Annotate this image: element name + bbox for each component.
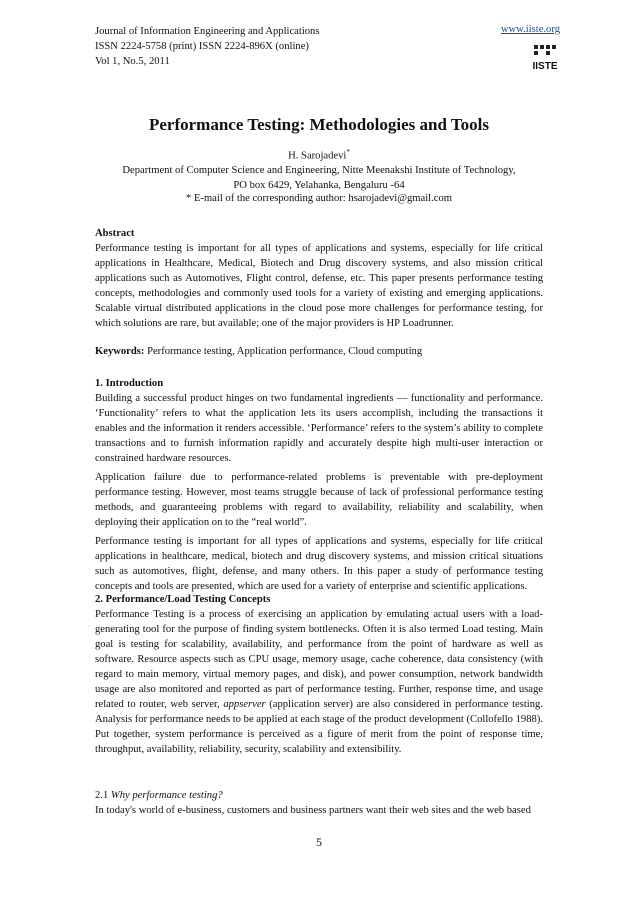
abstract-heading: Abstract — [95, 228, 135, 239]
section1-paragraph-1: Building a successful product hinges on two fundamental ingredients — functionality and performance. ‘Functionality’ refers to what the application lets its users accomplish, including the transactions it enables and the information it renders accessible. ‘Performance’ refers to the system’s ability to complete transactions and to furnish information rapidly and accurately despite high multi-user interaction or constrained hardware resources. — [95, 393, 543, 464]
corresponding-email: * E-mail of the corresponding author: hsarojadevi@gmail.com — [186, 193, 452, 204]
journal-name: Journal of Information Engineering and Applications — [95, 26, 320, 37]
section1-paragraph-2: Application failure due to performance-related problems is preventable with pre-deployment performance testing. However, most teams struggle because of lack of professional performance testing methods, and guaranteeing problems with regard to availability, reliability and scalability, when deploying their application on to the “real world”. — [95, 472, 543, 528]
section2-heading: 2. Performance/Load Testing Concepts — [95, 594, 271, 605]
section1-paragraph-3: Performance testing is important for all types of applications and systems, especially for life critical applications in healthcare, medical, biotech and drug discovery systems, and mission critical situations such as automotives, flight, defense, and many others. In this paper a study of performance testing concepts and tools are presented, which are used for a variety of enterprise and scientific applications. — [95, 536, 543, 592]
keywords-text: Performance testing, Application performance, Cloud computing — [144, 346, 423, 357]
section-introduction — [95, 376, 543, 594]
keywords-label: Keywords: — [95, 346, 145, 357]
section2-emphasis: appserver — [223, 699, 266, 710]
section-why-performance — [95, 788, 543, 818]
page-number: 5 — [316, 835, 322, 849]
affiliation-line-2: PO box 6429, Yelahanka, Bengaluru -64 — [233, 180, 405, 191]
author-line — [0, 148, 638, 162]
section-load-testing — [95, 592, 543, 757]
journal-volume: Vol 1, No.5, 2011 — [95, 56, 170, 67]
journal-url-link[interactable]: www.iiste.org — [500, 24, 560, 35]
section21-paragraph-1: In today's world of e-business, customers and business partners want their web sites and the web based — [95, 805, 531, 816]
iiste-logo — [532, 42, 558, 72]
author-mark: * — [346, 148, 350, 156]
section2-paragraph-1 — [95, 607, 543, 757]
journal-header — [95, 24, 319, 69]
author-name: H. Sarojadevi — [288, 150, 347, 162]
section1-heading: 1. Introduction — [95, 378, 164, 389]
section21-number: 2.1 — [95, 790, 111, 801]
logo-text: IISTE — [532, 61, 558, 72]
paper-title: Performance Testing: Methodologies and Tools — [148, 115, 489, 134]
affiliation — [0, 163, 638, 193]
journal-issn: ISSN 2224-5758 (print) ISSN 2224-896X (online) — [95, 41, 309, 52]
abstract-text: Performance testing is important for all types of applications and systems, especially for life critical applications in Healthcare, Medical, Biotech and Drug discovery systems, and also mission critical applications such as Automotives, Flight control, defense, etc. This paper presents performance testing concepts, methodologies and commonly used tools for a variety of existing and emerging applications. Scalable virtual distributed applications in the cloud pose more challenges for performance testing, for which solutions are rare, but available; one of the major providers is HP Loadrunner. — [95, 243, 543, 329]
affiliation-line-1: Department of Computer Science and Engineering, Nitte Meenakshi Institute of Technology, — [122, 165, 516, 176]
section2-text-b: (application server) are also considered in performance testing. Analysis for performance needs to be applied at each stage of the product development (Collofello 1988). Put together, system performance is perceived as a figure of merit from the point of response time, throughput, availability, reliability, security, scalability and extensibility. — [95, 699, 543, 755]
section2-text-a: Performance Testing is a process of exercising an application by emulating actual users with a load-generating tool for the purpose of finding system bottlenecks. Often it is also termed Load testing. Main goal is testing for scalability, availability, and performance from the point of hardware as well as software. Resource aspects such as CPU usage, memory usage, cache coherence, data consistency (with regard to main memory, virtual memory pages, and disk), and power consumption, network bandwidth usage are also monitored and reported as part of performance testing. Further, response time, and usage related to router, web server, — [95, 609, 543, 710]
abstract-block — [95, 226, 543, 331]
keywords-block — [95, 344, 543, 359]
section21-title: Why performance testing? — [110, 790, 223, 801]
